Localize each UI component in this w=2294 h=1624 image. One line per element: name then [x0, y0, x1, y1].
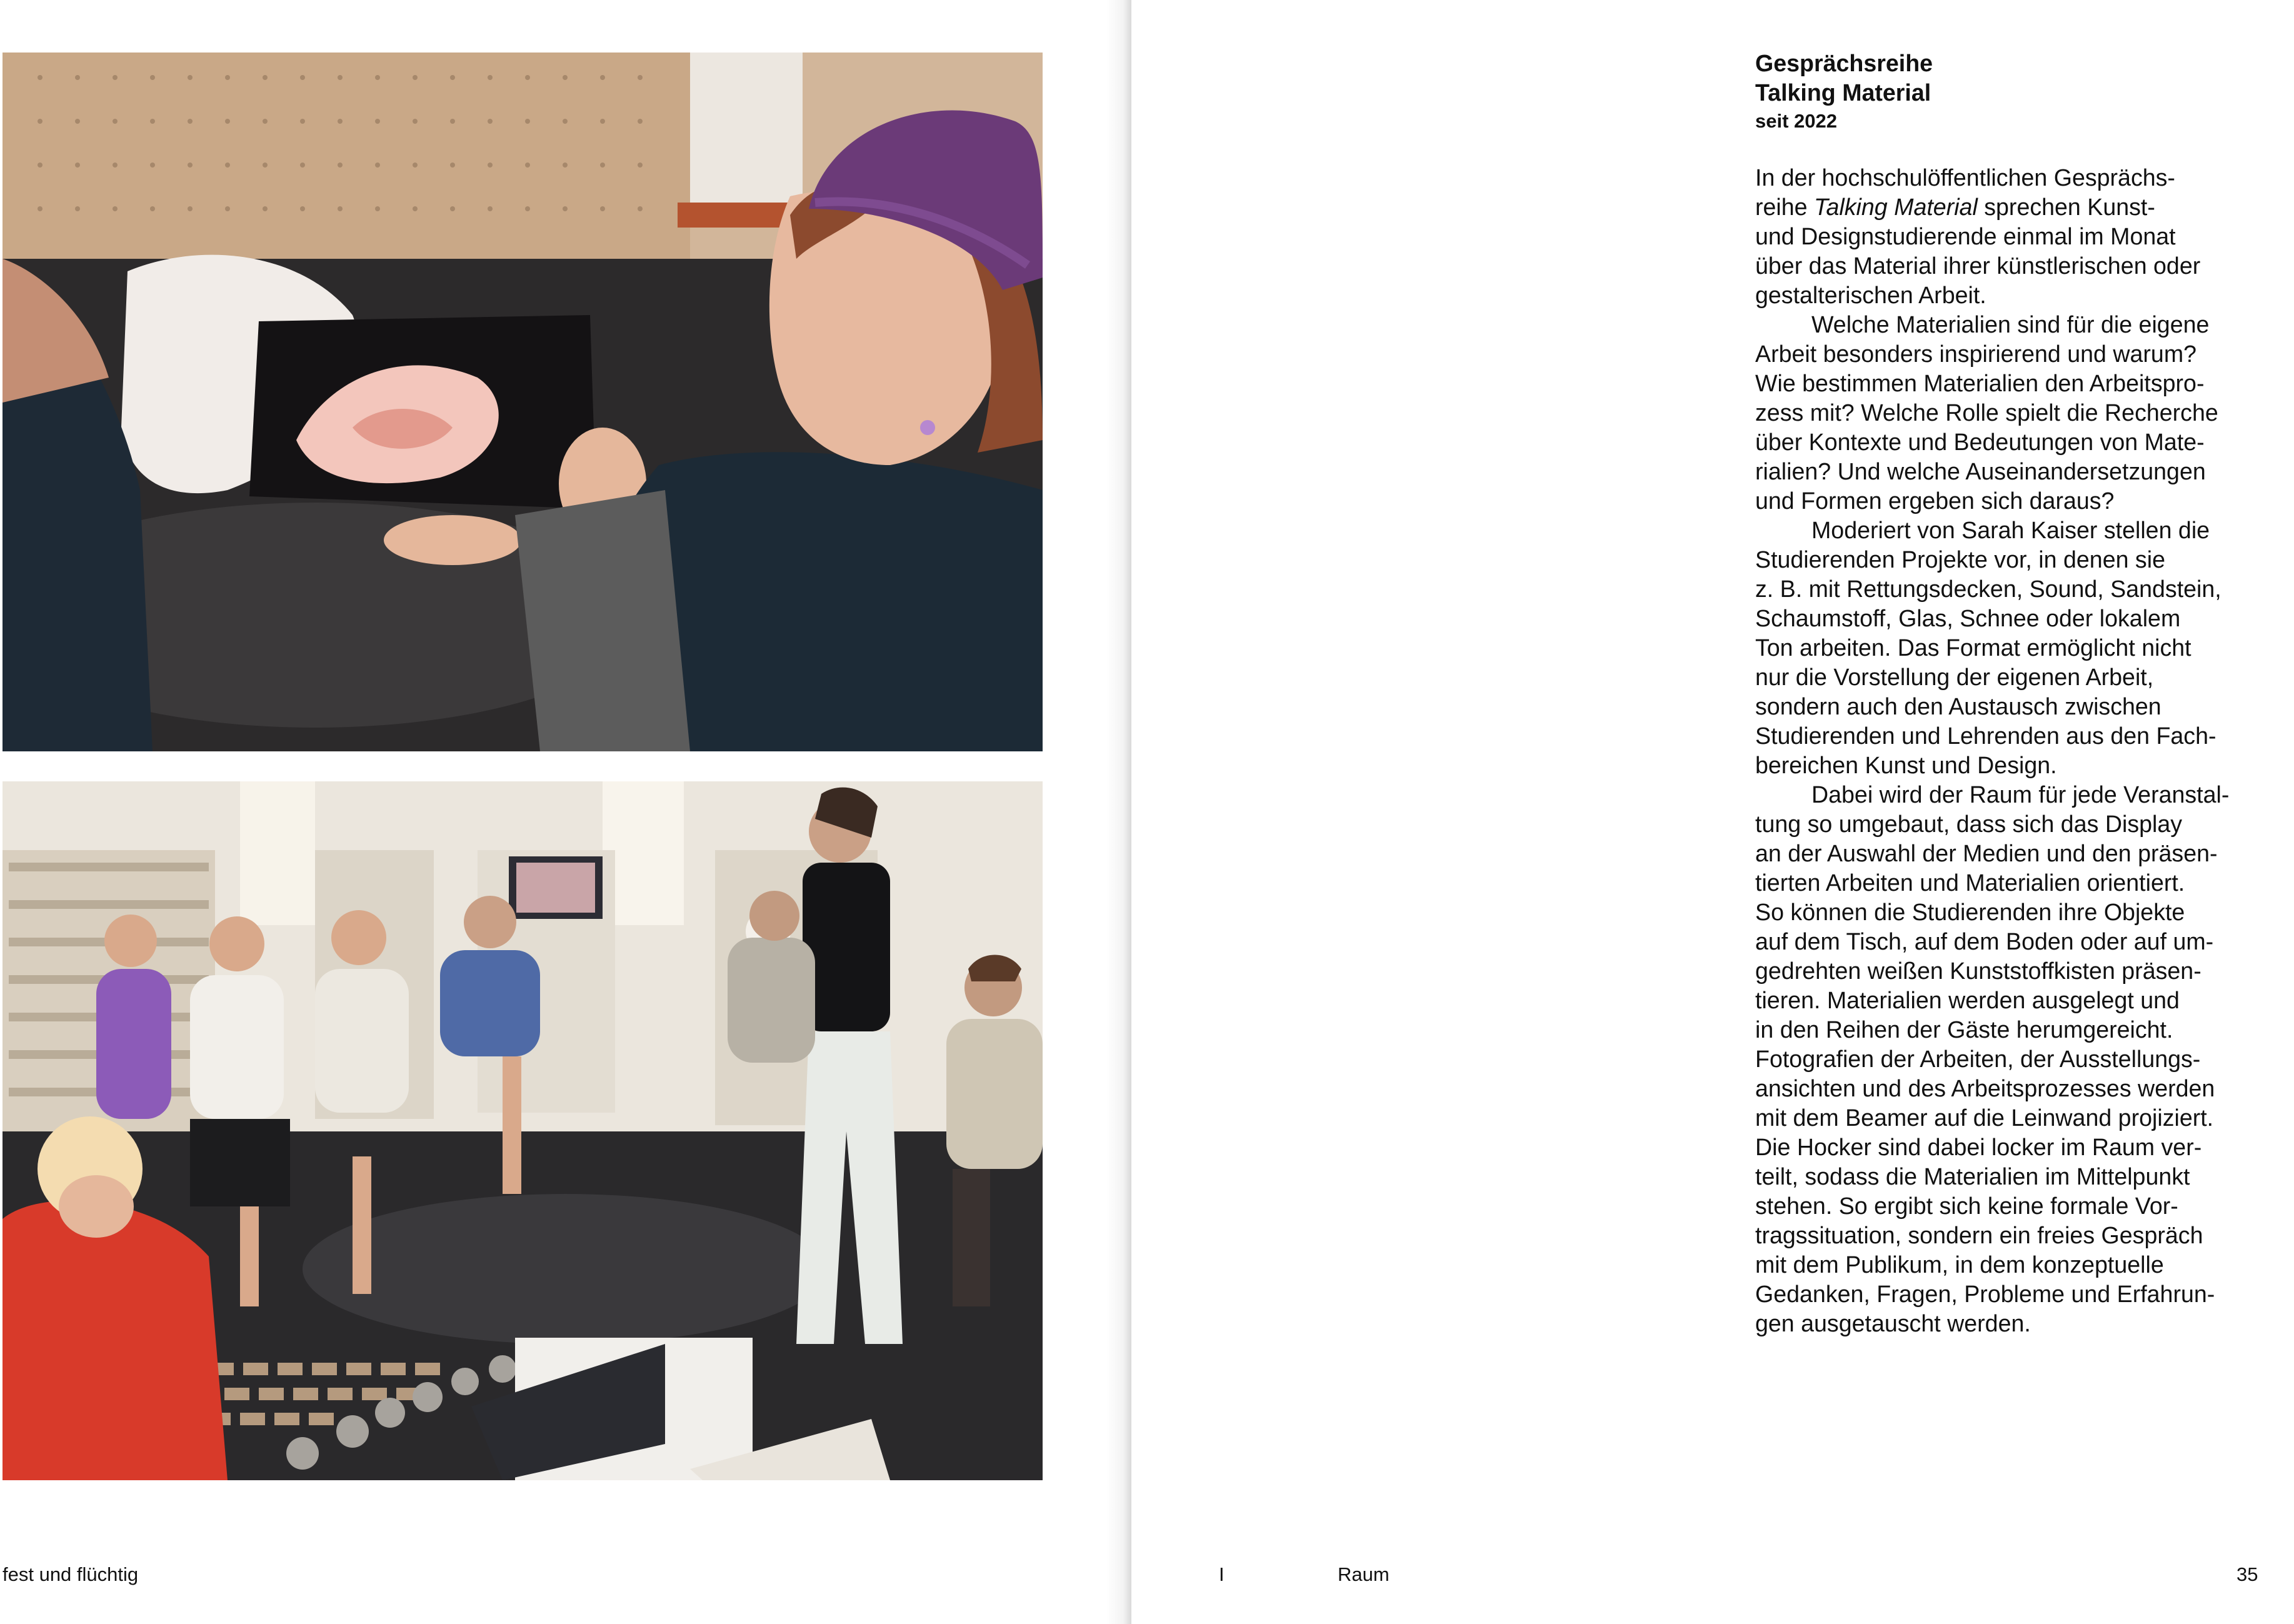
body-line: Gedanken, Fragen, Probleme und Erfahrun-: [1755, 1281, 2215, 1307]
body-line: gen ausgetauscht werden.: [1755, 1310, 2031, 1336]
body-line-suffix: sprechen Kunst-: [1977, 194, 2155, 220]
body-line: tragssituation, sondern ein freies Gespräch: [1755, 1222, 2203, 1248]
body-line: ansichten und des Arbeitsprozesses werden: [1755, 1075, 2215, 1101]
body-line: tieren. Materialien werden ausgelegt und: [1755, 987, 2180, 1013]
body-line: auf dem Tisch, auf dem Boden oder auf um-: [1755, 928, 2214, 955]
body-line: So können die Studierenden ihre Objekte: [1755, 899, 2185, 925]
body-line: an der Auswahl der Medien und den präsen-: [1755, 840, 2218, 866]
footer-section-title: Raum: [1338, 1563, 1390, 1585]
body-line: über Kontexte und Bedeutungen von Mate-: [1755, 429, 2205, 455]
article-text-column: [1755, 49, 2268, 1338]
footer-separator: I: [1219, 1563, 1225, 1585]
heading-since: seit 2022: [1755, 110, 1837, 132]
left-page: [0, 0, 1131, 1624]
body-line: sondern auch den Austausch zwischen: [1755, 693, 2161, 719]
body-line: Studierenden Projekte vor, in denen sie: [1755, 546, 2165, 573]
body-line: mit dem Beamer auf die Leinwand projiziert.: [1755, 1105, 2214, 1131]
body-line: Fotografien der Arbeiten, der Ausstellungs-: [1755, 1046, 2201, 1072]
photo-group-discussion: [3, 781, 1043, 1480]
body-line: zess mit? Welche Rolle spielt die Recherche: [1755, 399, 2218, 426]
body-line: Welche Materialien sind für die eigene: [1811, 311, 2210, 338]
footer-page-number: 35: [2236, 1563, 2258, 1585]
body-line: nur die Vorstellung der eigenen Arbeit,: [1755, 664, 2154, 690]
body-line: z. B. mit Rettungsdecken, Sound, Sandstein,: [1755, 576, 2221, 602]
article-body: [1755, 163, 2268, 1338]
body-line: Moderiert von Sarah Kaiser stellen die: [1811, 517, 2210, 543]
body-line-emphasis: Talking Material: [1814, 194, 1978, 220]
body-line: stehen. So ergibt sich keine formale Vor-: [1755, 1193, 2178, 1219]
body-line-prefix: reihe: [1755, 194, 1815, 220]
body-line: Die Hocker sind dabei locker im Raum ver-: [1755, 1134, 2202, 1160]
body-line: in den Reihen der Gäste herumgereicht.: [1755, 1016, 2173, 1043]
body-line: bereichen Kunst und Design.: [1755, 752, 2057, 778]
body-line: gedrehten weißen Kunststoffkisten präsen-: [1755, 958, 2201, 984]
photo-holding-print: [3, 53, 1043, 751]
body-line: und Designstudierende einmal im Monat: [1755, 223, 2176, 249]
body-line: In der hochschulöffentlichen Gesprächs-: [1755, 164, 2175, 191]
photo-holding-print-image: [3, 53, 1043, 751]
body-line: teilt, sodass die Materialien im Mittelpunkt: [1755, 1163, 2190, 1190]
body-line: tung so umgebaut, dass sich das Display: [1755, 811, 2183, 837]
body-line: tierten Arbeiten und Materialien orientiert.: [1755, 870, 2185, 896]
body-line: über das Material ihrer künstlerischen oder: [1755, 253, 2201, 279]
body-line: Arbeit besonders inspirierend und warum?: [1755, 341, 2197, 367]
heading-series: Gesprächsreihe: [1755, 50, 1933, 76]
body-line: [1755, 193, 2268, 222]
body-line: mit dem Publikum, in dem konzeptuelle: [1755, 1251, 2164, 1278]
body-line: Ton arbeiten. Das Format ermöglicht nicht: [1755, 634, 2191, 661]
heading-title: Talking Material: [1755, 79, 1931, 106]
body-line: rialien? Und welche Auseinandersetzungen: [1755, 458, 2206, 484]
body-line: und Formen ergeben sich daraus?: [1755, 488, 2115, 514]
body-line: Studierenden und Lehrenden aus den Fach-: [1755, 723, 2216, 749]
body-line: Schaumstoff, Glas, Schnee oder lokalem: [1755, 605, 2181, 631]
footer-book-title: fest und flüchtig: [3, 1563, 139, 1585]
body-line: gestalterischen Arbeit.: [1755, 282, 1986, 308]
photo-group-discussion-image: [3, 781, 1043, 1480]
body-line: Dabei wird der Raum für jede Veranstal-: [1811, 781, 2230, 808]
body-line: Wie bestimmen Materialien den Arbeitspro-: [1755, 370, 2205, 396]
